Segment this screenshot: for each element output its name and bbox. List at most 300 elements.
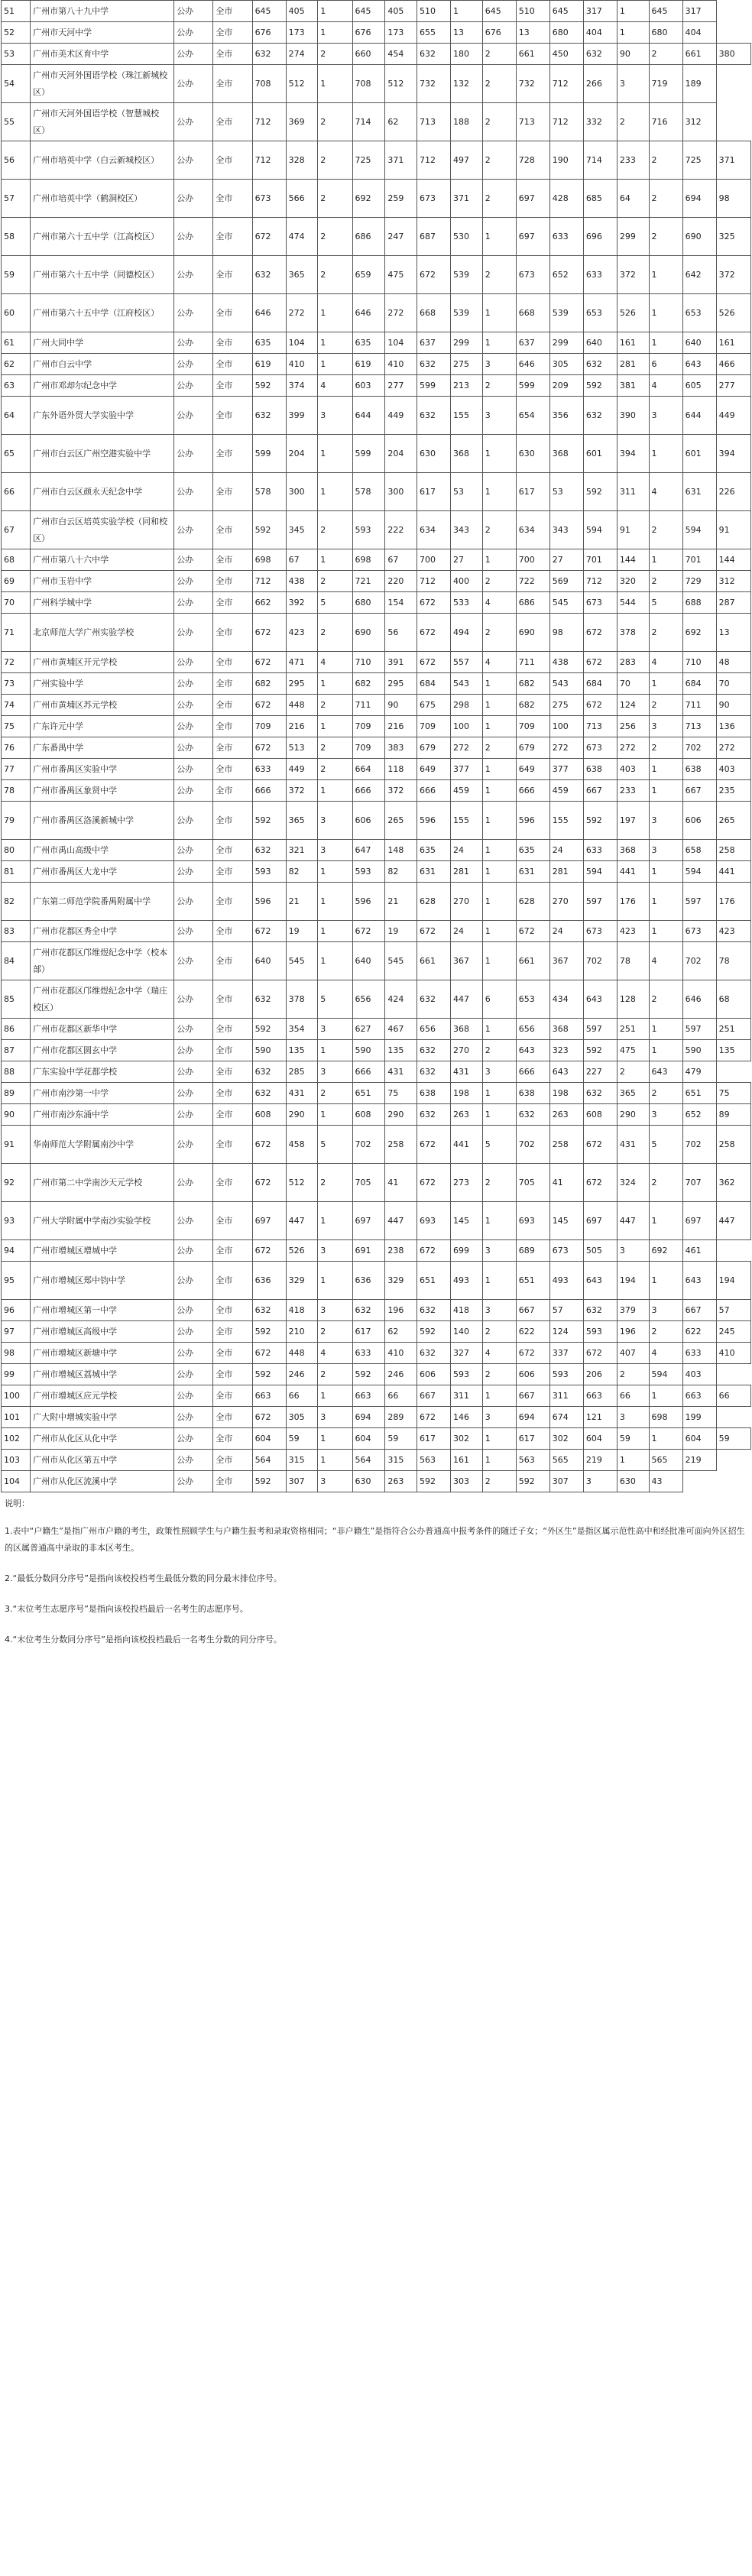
table-row [2, 375, 751, 397]
table-cell: 公办 [174, 571, 213, 592]
row-number-cell: 85 [2, 980, 31, 1019]
table-cell: 19 [286, 921, 318, 942]
row-number-cell: 103 [2, 1450, 31, 1471]
table-cell: 2 [482, 1321, 516, 1343]
table-cell: 41 [549, 1164, 583, 1202]
table-cell: 135 [286, 1040, 318, 1061]
table-cell: 209 [549, 375, 583, 397]
table-cell: 64 [617, 180, 649, 218]
table-cell: 661 [516, 942, 549, 980]
table-cell: 全市 [213, 332, 252, 354]
table-row [2, 759, 751, 780]
table-cell: 5 [318, 980, 352, 1019]
table-cell: 82 [385, 861, 417, 883]
table-cell: 644 [352, 397, 385, 435]
table-cell: 672 [583, 652, 617, 673]
table-cell: 709 [516, 716, 549, 737]
table-cell: 643 [583, 1262, 617, 1300]
table-cell: 365 [286, 802, 318, 840]
school-name-cell: 广州市天河中学 [31, 22, 174, 44]
table-cell: 343 [451, 511, 483, 549]
table-cell: 公办 [174, 861, 213, 883]
table-cell: 410 [286, 354, 318, 375]
table-cell: 1 [482, 716, 516, 737]
table-cell: 630 [516, 435, 549, 473]
table-cell: 599 [516, 375, 549, 397]
table-cell: 全市 [213, 1450, 252, 1471]
table-cell: 512 [385, 65, 417, 103]
table-cell: 1 [318, 1104, 352, 1126]
row-number-cell: 83 [2, 921, 31, 942]
table-cell: 194 [617, 1262, 649, 1300]
table-row [2, 65, 751, 103]
table-cell: 705 [352, 1164, 385, 1202]
table-cell: 394 [617, 435, 649, 473]
school-name-cell: 广州市增城区新塘中学 [31, 1343, 174, 1364]
table-cell: 601 [583, 435, 617, 473]
table-row [2, 511, 751, 549]
table-cell: 144 [617, 549, 649, 571]
table-cell: 672 [252, 695, 286, 716]
row-number-cell: 99 [2, 1364, 31, 1385]
row-number-cell: 51 [2, 1, 31, 22]
table-cell: 3 [617, 1240, 649, 1262]
row-number-cell: 77 [2, 759, 31, 780]
table-cell: 13 [516, 22, 549, 44]
school-name-cell: 广州市培英中学（鹤洞校区） [31, 180, 174, 218]
table-cell: 672 [417, 1240, 451, 1262]
table-cell: 599 [252, 435, 286, 473]
table-cell: 全市 [213, 1343, 252, 1364]
row-number-cell: 62 [2, 354, 31, 375]
table-cell: 1 [482, 1104, 516, 1126]
table-cell: 699 [451, 1240, 483, 1262]
table-cell: 697 [252, 1202, 286, 1240]
table-cell: 2 [482, 44, 516, 65]
table-cell: 693 [417, 1202, 451, 1240]
school-name-cell: 广州市禹山高级中学 [31, 840, 174, 861]
table-cell: 410 [385, 1343, 417, 1364]
table-cell: 533 [451, 592, 483, 614]
table-cell: 全市 [213, 802, 252, 840]
table-cell: 全市 [213, 614, 252, 652]
table-cell: 206 [583, 1364, 617, 1385]
table-cell: 593 [252, 861, 286, 883]
table-cell: 645 [549, 1, 583, 22]
table-cell: 3 [318, 397, 352, 435]
table-cell: 307 [286, 1471, 318, 1492]
table-cell: 295 [286, 673, 318, 695]
table-cell: 全市 [213, 716, 252, 737]
table-cell: 592 [252, 1364, 286, 1385]
table-cell: 273 [451, 1164, 483, 1202]
table-cell: 661 [682, 44, 716, 65]
table-cell: 259 [385, 180, 417, 218]
table-cell: 343 [549, 511, 583, 549]
table-cell: 265 [385, 802, 417, 840]
table-cell: 3 [482, 1240, 516, 1262]
table-cell: 90 [385, 695, 417, 716]
table-cell: 691 [352, 1240, 385, 1262]
table-cell: 2 [318, 759, 352, 780]
table-cell: 2 [318, 218, 352, 256]
table-cell: 62 [385, 103, 417, 141]
table-cell: 1 [649, 1385, 682, 1407]
table-cell: 725 [352, 141, 385, 180]
table-cell: 637 [417, 332, 451, 354]
table-cell: 672 [417, 921, 451, 942]
table-cell: 210 [286, 1321, 318, 1343]
table-cell: 690 [516, 614, 549, 652]
table-cell: 493 [451, 1262, 483, 1300]
table-cell: 545 [286, 942, 318, 980]
table-cell: 1 [649, 1262, 682, 1300]
table-cell: 638 [583, 759, 617, 780]
table-cell: 431 [385, 1061, 417, 1083]
table-cell: 公办 [174, 22, 213, 44]
table-cell: 666 [417, 780, 451, 802]
table-cell: 公办 [174, 780, 213, 802]
table-cell: 190 [549, 141, 583, 180]
table-cell: 121 [583, 1407, 617, 1428]
table-cell: 全市 [213, 695, 252, 716]
table-cell: 329 [385, 1262, 417, 1300]
table-cell: 593 [352, 511, 385, 549]
table-cell: 694 [682, 180, 716, 218]
table-cell: 2 [318, 103, 352, 141]
table-cell: 403 [617, 759, 649, 780]
table-cell: 673 [682, 921, 716, 942]
table-cell: 633 [549, 218, 583, 256]
table-cell: 283 [617, 652, 649, 673]
table-cell: 365 [617, 1083, 649, 1104]
table-cell: 302 [451, 1428, 483, 1450]
table-cell: 676 [252, 22, 286, 44]
table-cell: 321 [286, 840, 318, 861]
table-cell: 全市 [213, 1471, 252, 1492]
school-name-cell: 广州市黄埔区开元学校 [31, 652, 174, 673]
table-cell: 505 [583, 1240, 617, 1262]
table-cell: 公办 [174, 44, 213, 65]
school-name-cell: 广州市番禺区大龙中学 [31, 861, 174, 883]
table-cell: 431 [451, 1061, 483, 1083]
table-cell: 709 [352, 716, 385, 737]
table-cell: 277 [385, 375, 417, 397]
table-row [2, 802, 751, 840]
table-cell: 725 [682, 141, 716, 180]
table-cell: 632 [252, 1300, 286, 1321]
table-cell: 672 [516, 921, 549, 942]
table-cell: 3 [617, 1407, 649, 1428]
table-cell: 423 [286, 614, 318, 652]
table-cell: 全市 [213, 1083, 252, 1104]
table-cell: 70 [716, 673, 750, 695]
table-row [2, 44, 751, 65]
table-cell: 713 [516, 103, 549, 141]
table-cell: 1 [318, 1262, 352, 1300]
table-cell: 655 [417, 22, 451, 44]
table-cell: 公办 [174, 1321, 213, 1343]
table-cell: 651 [516, 1262, 549, 1300]
table-cell: 526 [286, 1240, 318, 1262]
table-cell: 272 [549, 737, 583, 759]
table-cell: 公办 [174, 218, 213, 256]
table-cell: 98 [716, 180, 750, 218]
table-cell: 656 [516, 1019, 549, 1040]
table-cell: 700 [516, 549, 549, 571]
table-cell: 144 [716, 549, 750, 571]
table-cell: 672 [252, 652, 286, 673]
table-cell: 635 [417, 840, 451, 861]
table-cell: 640 [583, 332, 617, 354]
table-cell: 222 [385, 511, 417, 549]
table-cell: 328 [286, 141, 318, 180]
table-row [2, 1240, 751, 1262]
table-cell: 317 [583, 1, 617, 22]
table-cell: 651 [417, 1262, 451, 1300]
table-cell: 356 [549, 397, 583, 435]
row-number-cell: 80 [2, 840, 31, 861]
table-cell: 198 [549, 1083, 583, 1104]
table-cell: 592 [252, 802, 286, 840]
table-cell: 1 [649, 294, 682, 332]
table-cell: 公办 [174, 332, 213, 354]
table-cell: 1 [482, 883, 516, 921]
table-cell: 104 [286, 332, 318, 354]
table-row [2, 652, 751, 673]
table-cell: 645 [252, 1, 286, 22]
row-number-cell: 58 [2, 218, 31, 256]
table-cell: 145 [549, 1202, 583, 1240]
table-cell: 392 [286, 592, 318, 614]
table-cell: 258 [549, 1126, 583, 1164]
table-cell: 441 [451, 1126, 483, 1164]
table-cell: 597 [583, 883, 617, 921]
table-cell: 270 [451, 1040, 483, 1061]
table-cell: 418 [286, 1300, 318, 1321]
table-cell: 3 [318, 1471, 352, 1492]
table-cell: 696 [583, 218, 617, 256]
table-cell: 124 [617, 695, 649, 716]
table-cell: 380 [716, 44, 750, 65]
table-cell: 686 [516, 592, 549, 614]
table-cell: 667 [682, 780, 716, 802]
school-name-cell: 广东实验中学花都学校 [31, 1061, 174, 1083]
table-cell: 563 [516, 1450, 549, 1471]
table-cell: 1 [482, 1428, 516, 1450]
table-cell: 146 [451, 1407, 483, 1428]
table-cell: 公办 [174, 840, 213, 861]
table-cell: 673 [583, 592, 617, 614]
table-cell: 2 [318, 180, 352, 218]
table-cell: 2 [318, 737, 352, 759]
table-cell: 213 [451, 375, 483, 397]
table-cell: 3 [482, 1061, 516, 1083]
table-cell: 1 [482, 921, 516, 942]
table-cell: 272 [451, 737, 483, 759]
table-row [2, 141, 751, 180]
table-cell: 653 [682, 294, 716, 332]
table-cell: 447 [385, 1202, 417, 1240]
table-cell: 全市 [213, 44, 252, 65]
row-number-cell: 101 [2, 1407, 31, 1428]
table-cell: 57 [716, 1300, 750, 1321]
table-row [2, 22, 751, 44]
table-cell: 617 [352, 1321, 385, 1343]
table-cell: 公办 [174, 1083, 213, 1104]
school-name-cell: 广州市美术区育中学 [31, 44, 174, 65]
table-cell: 2 [482, 511, 516, 549]
row-number-cell: 65 [2, 435, 31, 473]
table-cell: 4 [318, 1343, 352, 1364]
table-cell: 66 [385, 1385, 417, 1407]
table-cell: 2 [318, 571, 352, 592]
table-cell: 300 [385, 473, 417, 511]
table-cell: 270 [451, 883, 483, 921]
table-cell: 263 [549, 1104, 583, 1126]
table-cell: 682 [516, 695, 549, 716]
table-cell: 311 [549, 1385, 583, 1407]
table-cell: 493 [549, 1262, 583, 1300]
table-cell: 公办 [174, 397, 213, 435]
table-cell: 697 [682, 1202, 716, 1240]
school-name-cell: 广州市从化区流溪中学 [31, 1471, 174, 1492]
table-cell: 公办 [174, 256, 213, 294]
school-name-cell: 广州市白云中学 [31, 354, 174, 375]
table-cell: 124 [549, 1321, 583, 1343]
table-cell: 公办 [174, 1450, 213, 1471]
table-cell: 590 [252, 1040, 286, 1061]
table-cell: 公办 [174, 1061, 213, 1083]
table-cell: 694 [516, 1407, 549, 1428]
table-cell: 672 [417, 592, 451, 614]
table-cell: 325 [716, 218, 750, 256]
table-cell: 公办 [174, 1262, 213, 1300]
table-cell: 423 [716, 921, 750, 942]
table-cell: 662 [252, 592, 286, 614]
table-cell: 59 [286, 1428, 318, 1450]
table-row [2, 332, 751, 354]
table-cell: 545 [549, 592, 583, 614]
table-cell: 526 [617, 294, 649, 332]
table-cell: 377 [451, 759, 483, 780]
table-cell: 全市 [213, 980, 252, 1019]
table-cell: 672 [252, 921, 286, 942]
table-cell: 512 [286, 1164, 318, 1202]
table-cell: 667 [417, 1385, 451, 1407]
row-number-cell: 82 [2, 883, 31, 921]
table-cell: 155 [451, 397, 483, 435]
school-name-cell: 广州市增城区荔城中学 [31, 1364, 174, 1385]
table-cell: 606 [417, 1364, 451, 1385]
table-cell: 597 [682, 883, 716, 921]
table-cell: 全市 [213, 22, 252, 44]
table-cell: 711 [352, 695, 385, 716]
table-cell: 711 [682, 695, 716, 716]
table-cell: 403 [716, 759, 750, 780]
table-cell: 632 [252, 980, 286, 1019]
table-cell: 630 [617, 1471, 649, 1492]
table-cell: 3 [649, 397, 682, 435]
table-cell: 5 [318, 1126, 352, 1164]
table-cell: 646 [516, 354, 549, 375]
table-cell: 263 [451, 1104, 483, 1126]
table-cell: 672 [252, 737, 286, 759]
table-row [2, 1126, 751, 1164]
table-cell: 216 [286, 716, 318, 737]
table-cell: 135 [385, 1040, 417, 1061]
table-cell: 258 [385, 1126, 417, 1164]
table-cell: 2 [617, 103, 649, 141]
table-cell: 6 [482, 980, 516, 1019]
table-cell: 2 [649, 571, 682, 592]
table-row [2, 1202, 751, 1240]
table-cell: 708 [252, 65, 286, 103]
table-cell: 299 [549, 332, 583, 354]
table-cell: 4 [649, 375, 682, 397]
table-cell: 371 [385, 141, 417, 180]
admission-score-table [1, 0, 751, 1492]
table-cell: 628 [417, 883, 451, 921]
table-cell: 697 [583, 1202, 617, 1240]
table-cell: 2 [318, 1083, 352, 1104]
table-row [2, 780, 751, 802]
table-cell: 287 [716, 592, 750, 614]
table-cell: 2 [318, 695, 352, 716]
table-cell: 311 [617, 473, 649, 511]
table-cell: 368 [549, 1019, 583, 1040]
table-row [2, 942, 751, 980]
table-cell: 467 [385, 1019, 417, 1040]
table-cell: 272 [385, 294, 417, 332]
table-cell: 638 [516, 1083, 549, 1104]
table-row [2, 549, 751, 571]
table-cell: 315 [385, 1450, 417, 1471]
table-cell: 634 [516, 511, 549, 549]
table-cell: 404 [682, 22, 716, 44]
table-cell: 全市 [213, 294, 252, 332]
table-cell: 1 [617, 22, 649, 44]
table-cell: 672 [352, 921, 385, 942]
table-cell: 全市 [213, 759, 252, 780]
table-cell: 3 [617, 65, 649, 103]
row-number-cell: 93 [2, 1202, 31, 1240]
table-cell: 682 [516, 673, 549, 695]
table-cell: 3 [318, 802, 352, 840]
table-cell: 643 [583, 980, 617, 1019]
table-cell: 592 [516, 1471, 549, 1492]
table-cell: 632 [417, 980, 451, 1019]
table-cell: 1 [649, 1202, 682, 1240]
table-cell: 全市 [213, 1407, 252, 1428]
table-cell: 155 [451, 802, 483, 840]
note-item: 4.“末位考生分数同分序号”是指向该校投档最后一名考生分数的同分序号。 [5, 1635, 282, 1644]
table-cell: 721 [352, 571, 385, 592]
table-cell: 539 [451, 294, 483, 332]
table-cell: 709 [352, 737, 385, 759]
table-row [2, 473, 751, 511]
table-cell: 632 [583, 1300, 617, 1321]
table-cell: 公办 [174, 1164, 213, 1202]
row-number-cell: 102 [2, 1428, 31, 1450]
table-cell: 466 [716, 354, 750, 375]
table-cell: 2 [318, 511, 352, 549]
table-cell: 1 [482, 473, 516, 511]
table-cell: 673 [583, 737, 617, 759]
table-cell: 4 [649, 652, 682, 673]
table-cell: 688 [682, 592, 716, 614]
table-cell: 3 [318, 1240, 352, 1262]
